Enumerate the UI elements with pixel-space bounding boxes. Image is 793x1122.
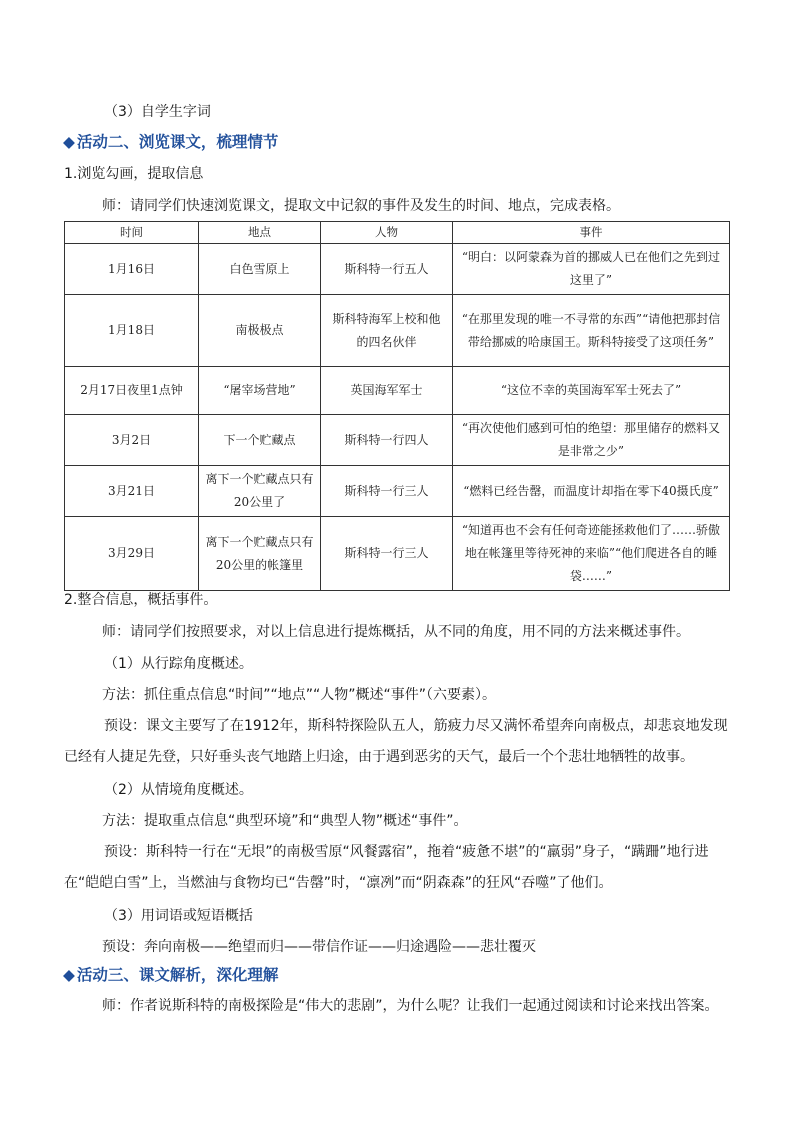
cell-place: 下一个贮藏点 <box>199 415 321 466</box>
table-row <box>65 244 730 295</box>
teacher-instruction-3: 师：作者说斯科特的南极探险是“伟大的悲剧”，为什么呢？让我们一起通过阅读和讨论来找出答案。 <box>102 998 719 1014</box>
cell-people: 英国海军军士 <box>321 367 453 415</box>
header-people: 人物 <box>321 222 453 244</box>
table-row <box>65 295 730 367</box>
sub1-preset: 预设：课文主要写了在1912年，斯科特探险队五人，筋疲力尽又满怀希望奔向南极点，却悲哀地发现已经有人捷足先登，只好垂头丧气地踏上归途，由于遇到恶劣的天气，最后一个个悲壮地牺牲的故事。 <box>64 718 728 765</box>
header-place: 地点 <box>199 222 321 244</box>
step-one-label: 1.浏览勾画，提取信息 <box>64 166 204 182</box>
sub1-label: （1）从行踪角度概述。 <box>104 656 253 672</box>
cell-people: 斯科特一行三人 <box>321 517 453 591</box>
cell-people: 斯科特一行五人 <box>321 244 453 295</box>
sub2-preset: 预设：斯科特一行在“无垠”的南极雪原“风餐露宿”，拖着“疲惫不堪”的“羸弱”身子，“蹒跚”地行进在“皑皑白雪”上，当燃油与食物均已“告罄”时，“凛冽”而“阴森森”的狂风“吞噬”了他们。 <box>64 844 709 891</box>
cell-place: 离下一个贮藏点只有20公里了 <box>199 466 321 517</box>
cell-time: 3月21日 <box>65 466 199 517</box>
table-row <box>65 517 730 591</box>
activity-two-heading <box>63 131 728 153</box>
sub2-method: 方法：提取重点信息“典型环境”和“典型人物”概述“事件”。 <box>102 813 468 829</box>
teacher-instruction-2: 师：请同学们按照要求，对以上信息进行提炼概括，从不同的角度，用不同的方法来概述事件。 <box>102 624 690 640</box>
table-header-row <box>65 222 730 244</box>
cell-time: 3月29日 <box>65 517 199 591</box>
sub3-preset: 预设：奔向南极——绝望而归——带信作证——归途遇险——悲壮覆灭 <box>102 939 536 955</box>
sub2-label: （2）从情境角度概述。 <box>104 782 253 798</box>
table-row <box>65 415 730 466</box>
cell-event: “燃料已经告罄，而温度计却指在零下40摄氏度” <box>453 466 730 517</box>
cell-event: “明白：以阿蒙森为首的挪威人已在他们之先到过这里了” <box>453 244 730 295</box>
header-time: 时间 <box>65 222 199 244</box>
cell-place: 白色雪原上 <box>199 244 321 295</box>
diamond-bullet-icon: ◆ <box>63 133 75 151</box>
cell-people: 斯科特一行三人 <box>321 466 453 517</box>
cell-time: 1月16日 <box>65 244 199 295</box>
diamond-bullet-icon: ◆ <box>63 966 75 984</box>
step-two-label: 2.整合信息，概括事件。 <box>64 592 218 608</box>
cell-event: “在那里发现的唯一不寻常的东西”“请他把那封信带给挪威的哈康国王。斯科特接受了这项任务” <box>453 295 730 367</box>
self-study-words-label: （3）自学生字词 <box>104 104 211 120</box>
cell-time: 2月17日夜里1点钟 <box>65 367 199 415</box>
info-table <box>64 221 730 591</box>
cell-place: 南极极点 <box>199 295 321 367</box>
cell-time: 1月18日 <box>65 295 199 367</box>
cell-place: 离下一个贮藏点只有20公里的帐篷里 <box>199 517 321 591</box>
cell-event: “再次使他们感到可怕的绝望：那里储存的燃料又是非常之少” <box>453 415 730 466</box>
cell-people: 斯科特一行四人 <box>321 415 453 466</box>
activity-two-title: 活动二、浏览课文，梳理情节 <box>76 133 279 151</box>
cell-event: “这位不幸的英国海军军士死去了” <box>453 367 730 415</box>
sub1-method: 方法：抓住重点信息“时间”“地点”“人物”概述“事件”（六要素）。 <box>102 687 497 703</box>
header-event: 事件 <box>453 222 730 244</box>
cell-event: “知道再也不会有任何奇迹能拯救他们了……骄傲地在帐篷里等待死神的来临”“他们爬进各自的睡袋……” <box>453 517 730 591</box>
table-row <box>65 466 730 517</box>
sub3-label: （3）用词语或短语概括 <box>104 908 253 924</box>
cell-place: “屠宰场营地” <box>199 367 321 415</box>
cell-people: 斯科特海军上校和他的四名伙伴 <box>321 295 453 367</box>
activity-three-heading <box>63 964 728 986</box>
cell-time: 3月2日 <box>65 415 199 466</box>
activity-three-title: 活动三、课文解析，深化理解 <box>76 966 279 984</box>
teacher-instruction-1: 师：请同学们快速浏览课文，提取文中记叙的事件及发生的时间、地点，完成表格。 <box>102 198 620 214</box>
table-row <box>65 367 730 415</box>
